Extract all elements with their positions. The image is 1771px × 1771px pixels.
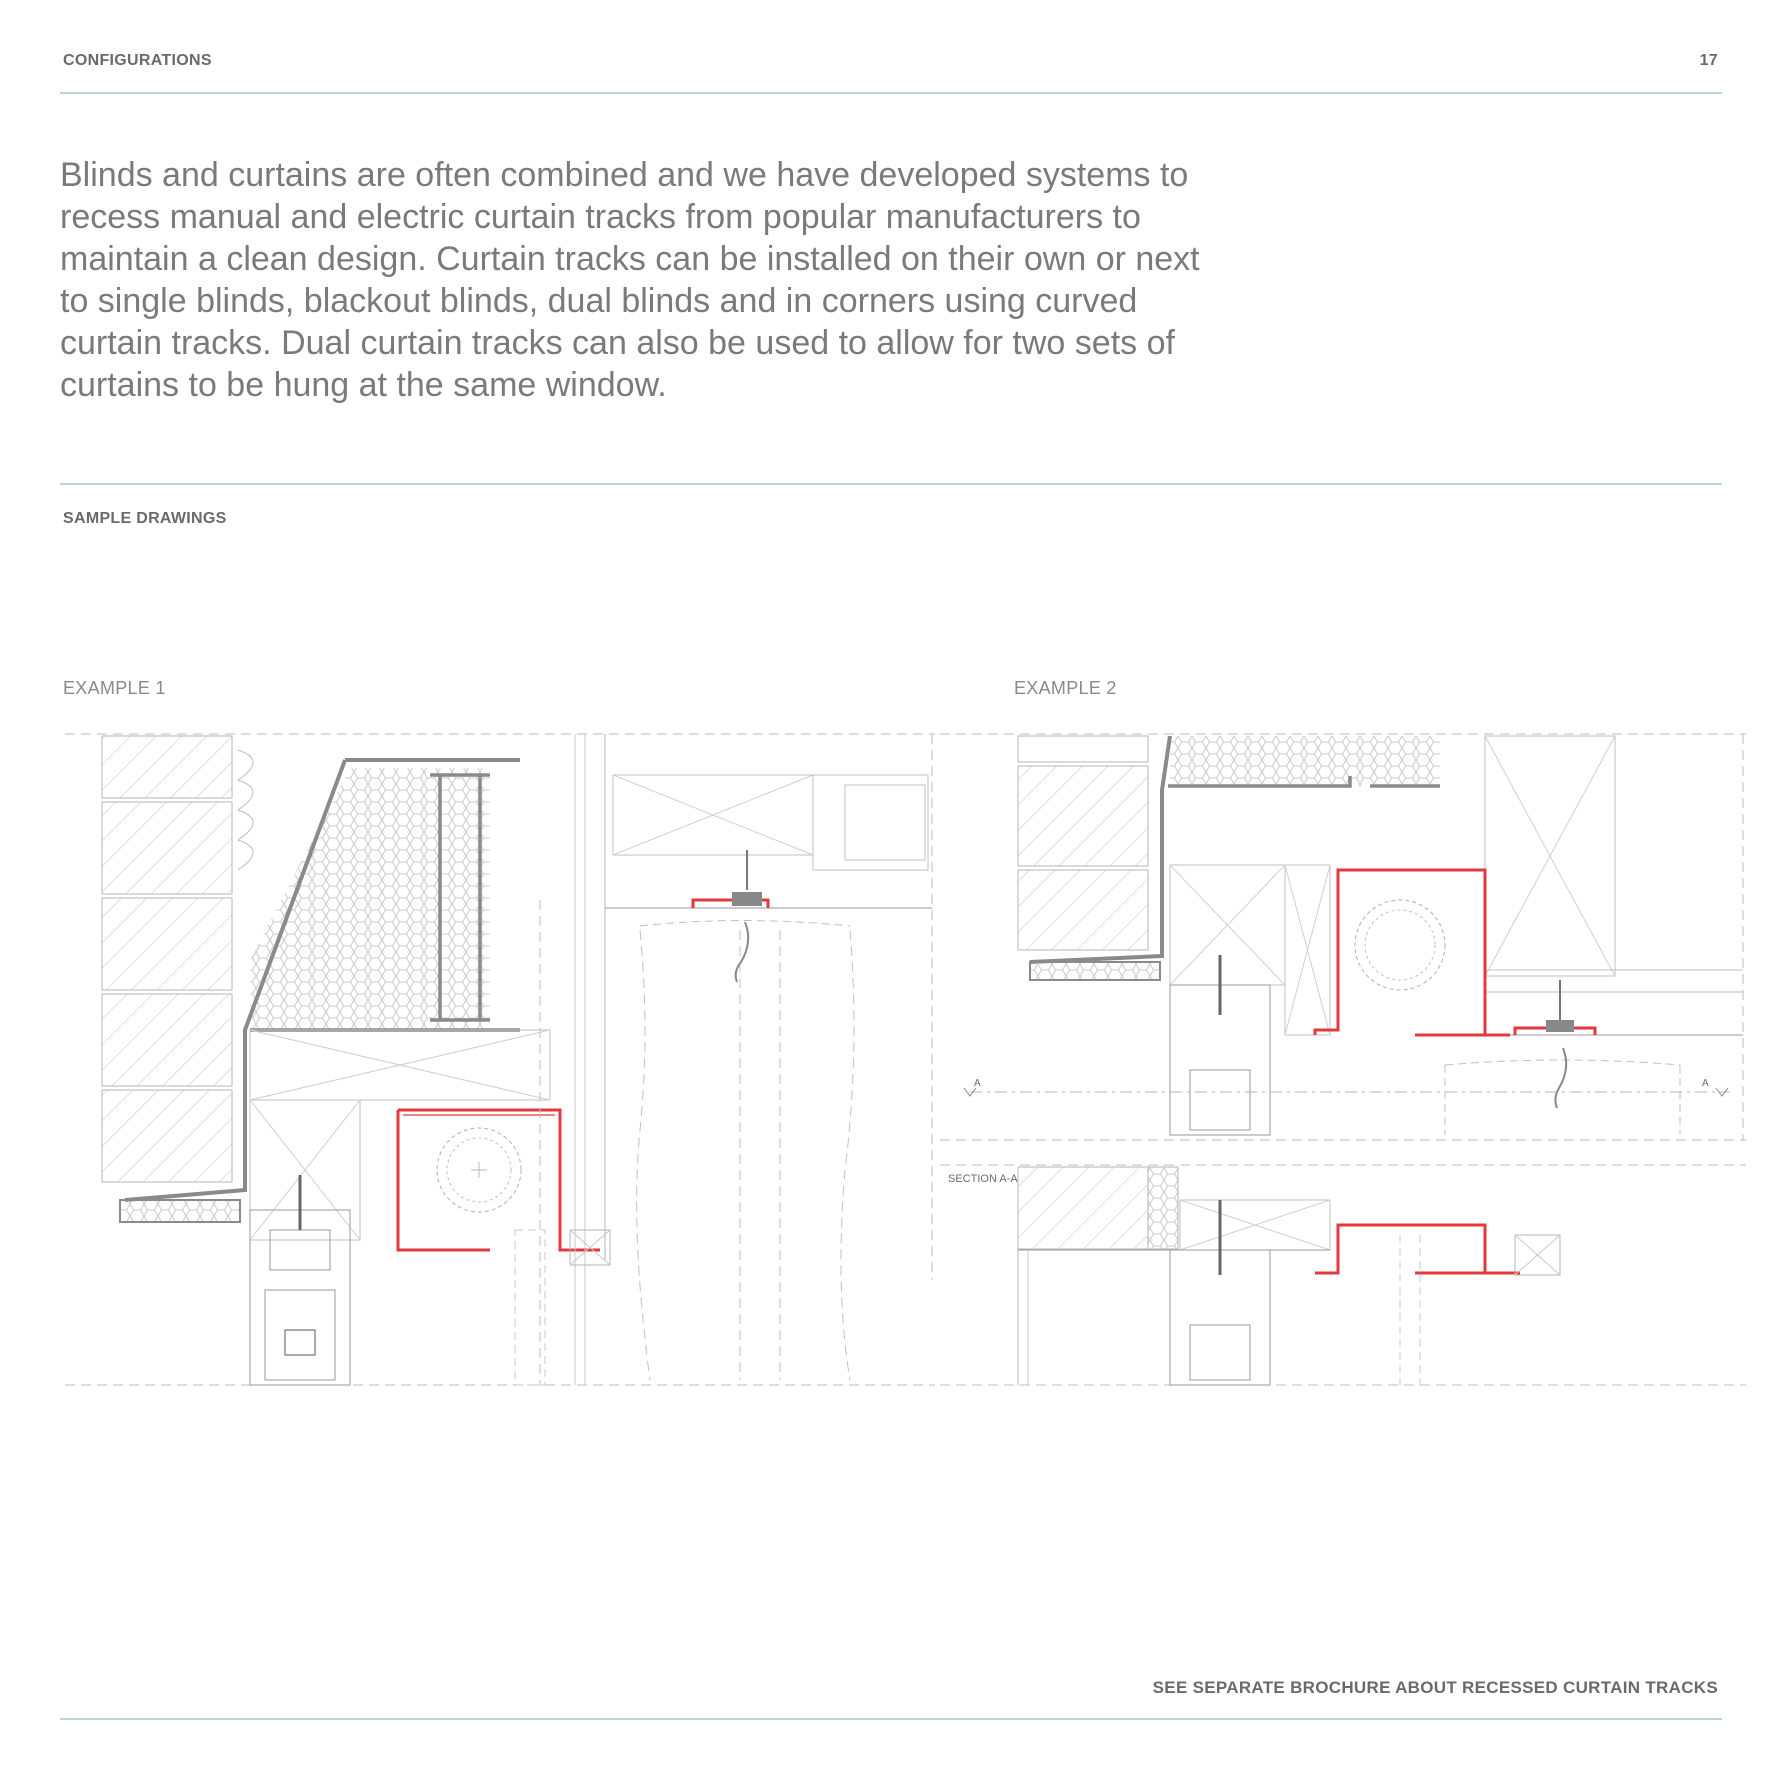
intro-paragraph: Blinds and curtains are often combined and we have developed systems to recess manual and electric curtain tracks from popular manufacturers to maintain a clean design. Curtain tracks can be installed on their own or next to single blinds, blackout blinds, dual blinds and in corners using curved curtain tracks. Dual curtain tracks can also be used to allow for two sets of curtains to be hung at the same window. [60, 156, 1200, 404]
example-1-drawing [60, 730, 940, 1390]
section-marker-left: A [974, 1078, 981, 1089]
section-divider [60, 483, 1722, 485]
sample-drawings-heading: SAMPLE DRAWINGS [63, 510, 227, 527]
footer-divider [60, 1718, 1722, 1720]
section-a-a-label: SECTION A-A [948, 1173, 1018, 1185]
example-2-label: EXAMPLE 2 [1014, 678, 1117, 698]
example-2-drawing [940, 730, 1746, 1390]
example-1-label: EXAMPLE 1 [63, 678, 166, 698]
page-number: 17 [1699, 52, 1718, 69]
footer-note: SEE SEPARATE BROCHURE ABOUT RECESSED CURTAIN TRACKS [1152, 1678, 1718, 1697]
section-title: CONFIGURATIONS [63, 52, 212, 69]
section-marker-right: A [1702, 1078, 1709, 1089]
header-divider [60, 92, 1722, 94]
